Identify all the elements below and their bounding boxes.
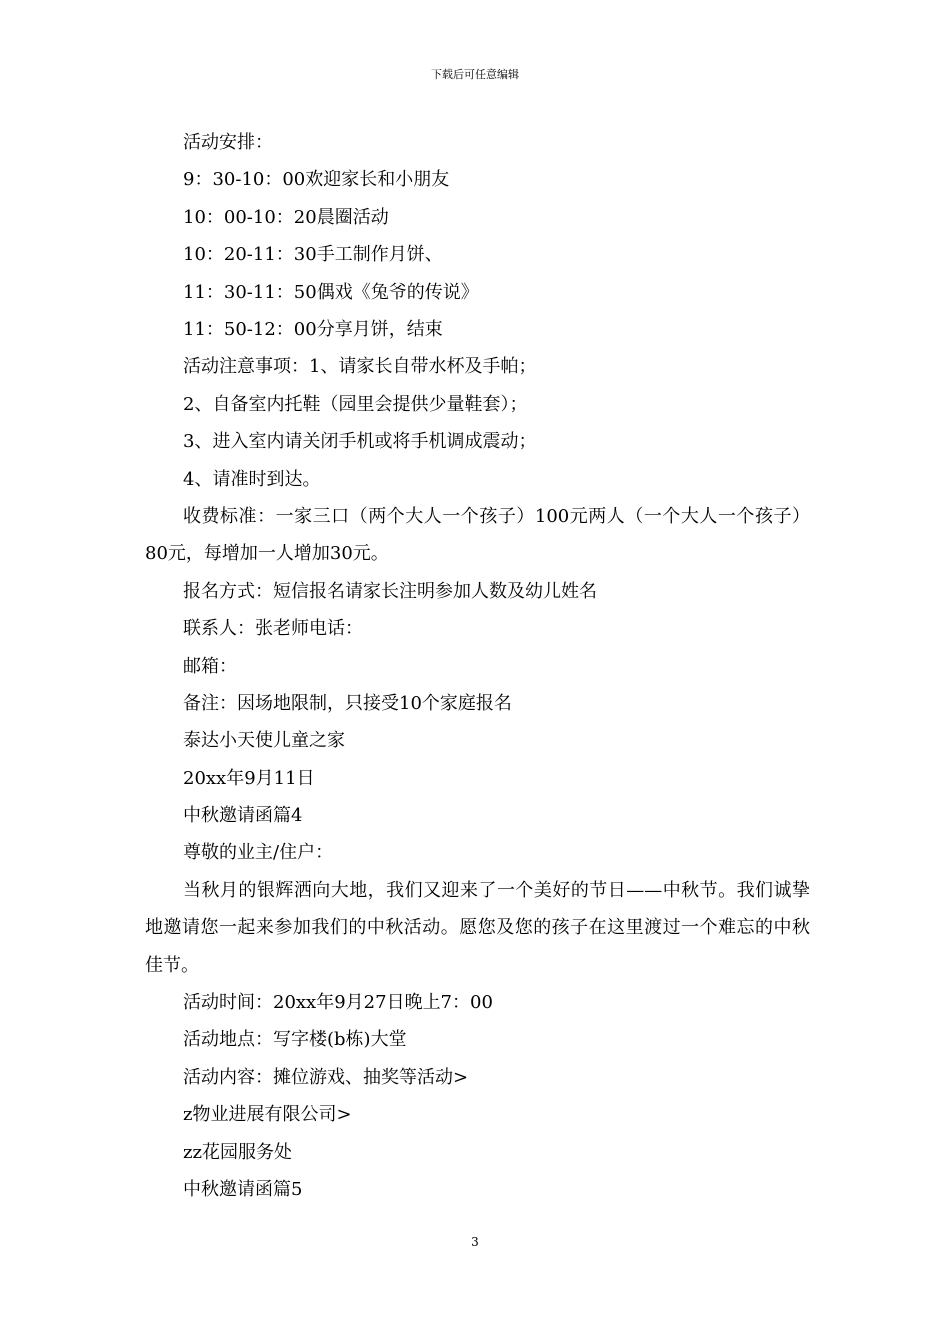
remark-line: 备注：因场地限制，只接受10个家庭报名	[183, 692, 512, 714]
date-line: 20xx年9月11日	[183, 767, 315, 789]
contact-person: 联系人：张老师电话：	[183, 618, 363, 640]
page-header: 下载后可任意编辑	[431, 68, 519, 81]
notice-item: 4、请准时到达。	[183, 468, 321, 490]
schedule-item: 11：30-11：50偶戏《兔爷的传说》	[183, 281, 479, 303]
company-name: z物业进展有限公司>	[183, 1104, 352, 1126]
notice-item: 2、自备室内托鞋（园里会提供少量鞋套）；	[183, 393, 528, 415]
service-office: zz花园服务处	[183, 1141, 292, 1163]
schedule-item: 11：50-12：00分享月饼，结束	[183, 318, 443, 340]
invitation-paragraph: 当秋月的银辉洒向大地，我们又迎来了一个美好的节日——中秋节。我们诚挚地邀请您一起来参加我们的中秋活动。愿您及您的孩子在这里渡过一个难忘的中秋佳节。	[145, 879, 810, 976]
event-content: 活动内容：摊位游戏、抽奖等活动>	[183, 1066, 469, 1088]
registration-method: 报名方式：短信报名请家长注明参加人数及幼儿姓名	[183, 580, 597, 602]
document-body	[145, 124, 810, 1208]
organizer-name: 泰达小天使儿童之家	[183, 730, 345, 752]
schedule-item: 10：20-11：30手工制作月饼、	[183, 244, 443, 266]
schedule-heading: 活动安排：	[183, 132, 273, 153]
event-location: 活动地点：写字楼(b栋)大堂	[183, 1029, 407, 1051]
salutation: 尊敬的业主/住户：	[183, 842, 334, 864]
section-title: 中秋邀请函篇4	[183, 805, 303, 827]
section-title: 中秋邀请函篇5	[183, 1179, 303, 1201]
notice-item: 3、进入室内请关闭手机或将手机调成震动；	[183, 431, 537, 453]
schedule-item: 9：30-10：00欢迎家长和小朋友	[183, 169, 450, 191]
fee-paragraph: 收费标准：一家三口（两个大人一个孩子）100元两人（一个大人一个孩子）80元，每增加一人增加30元。	[145, 505, 810, 565]
email-line: 邮箱：	[183, 655, 237, 677]
schedule-item: 10：00-10：20晨圈活动	[183, 206, 389, 228]
notice-item: 活动注意事项：1、请家长自带水杯及手帕；	[183, 356, 537, 378]
event-time: 活动时间：20xx年9月27日晚上7：00	[183, 992, 493, 1014]
page-number: 3	[471, 1235, 479, 1249]
